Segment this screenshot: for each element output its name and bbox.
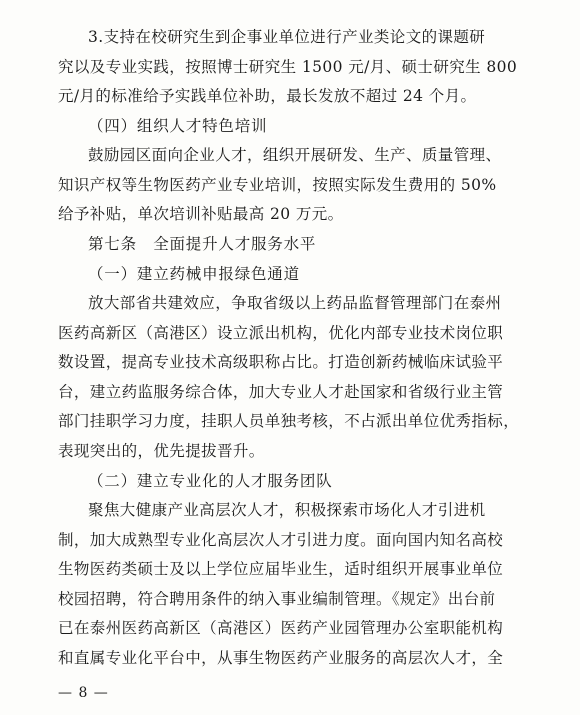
article-heading: 第七条 全面提升人才服务水平 [88,235,317,253]
paragraph-line: 和直属专业化平台中，从事生物医药产业服务的高层次人才，全 [58,649,504,667]
paragraph-line: 究以及专业实践，按照博士研究生 1500 元/月、硕士研究生 800 [58,58,518,76]
paragraph-line: 聚焦大健康产业高层次人才，积极探索市场化人才引进机 [88,501,486,519]
section-heading: （二）建立专业化的人才服务团队 [88,472,333,490]
page-number: — 8 — [58,685,109,701]
paragraph-line: 给予补贴，单次培训补贴最高 20 万元。 [58,205,344,223]
section-heading: （四）组织人才特色培训 [88,117,268,135]
paragraph-line: 已在泰州医药高新区（高港区）医药产业园管理办公室职能机构 [58,619,504,637]
paragraph-line: 医药高新区（高港区）设立派出机构，优化内部专业技术岗位职 [58,324,504,342]
paragraph-line: 3.支持在校研究生到企事业单位进行产业类论文的课题研 [88,28,486,46]
section-heading: （一）建立药械申报绿色通道 [88,265,300,283]
paragraph-line: 数设置，提高专业技术高级职称占比。打造创新药械临床试验平 [58,353,504,371]
paragraph-line: 元/月的标准给予实践单位补助，最长发放不超过 24 个月。 [58,87,477,105]
paragraph-line: 制，加大成熟型专业化高层次人才引进力度。面向国内知名高校 [58,531,504,549]
paragraph-line: 校园招聘，符合聘用条件的纳入事业编制管理。《规定》出台前 [58,590,496,608]
paragraph-line: 放大部省共建效应，争取省级以上药品监督管理部门在泰州 [88,294,502,312]
paragraph-line: 台，建立药监服务综合体，加大专业人才赴国家和省级行业主管 [58,383,504,401]
paragraph-line: 鼓励园区面向企业人才，组织开展研发、生产、质量管理、 [88,146,502,164]
paragraph-line: 部门挂职学习力度，挂职人员单独考核，不占派出单位优秀指标， [58,412,520,430]
paragraph-line: 生物医药类硕士及以上学位应届毕业生，适时组织开展事业单位 [58,560,504,578]
paragraph-line: 知识产权等生物医药产业专业培训，按照实际发生费用的 50% [58,176,497,194]
paragraph-line: 表现突出的，优先提拔晋升。 [58,442,265,460]
